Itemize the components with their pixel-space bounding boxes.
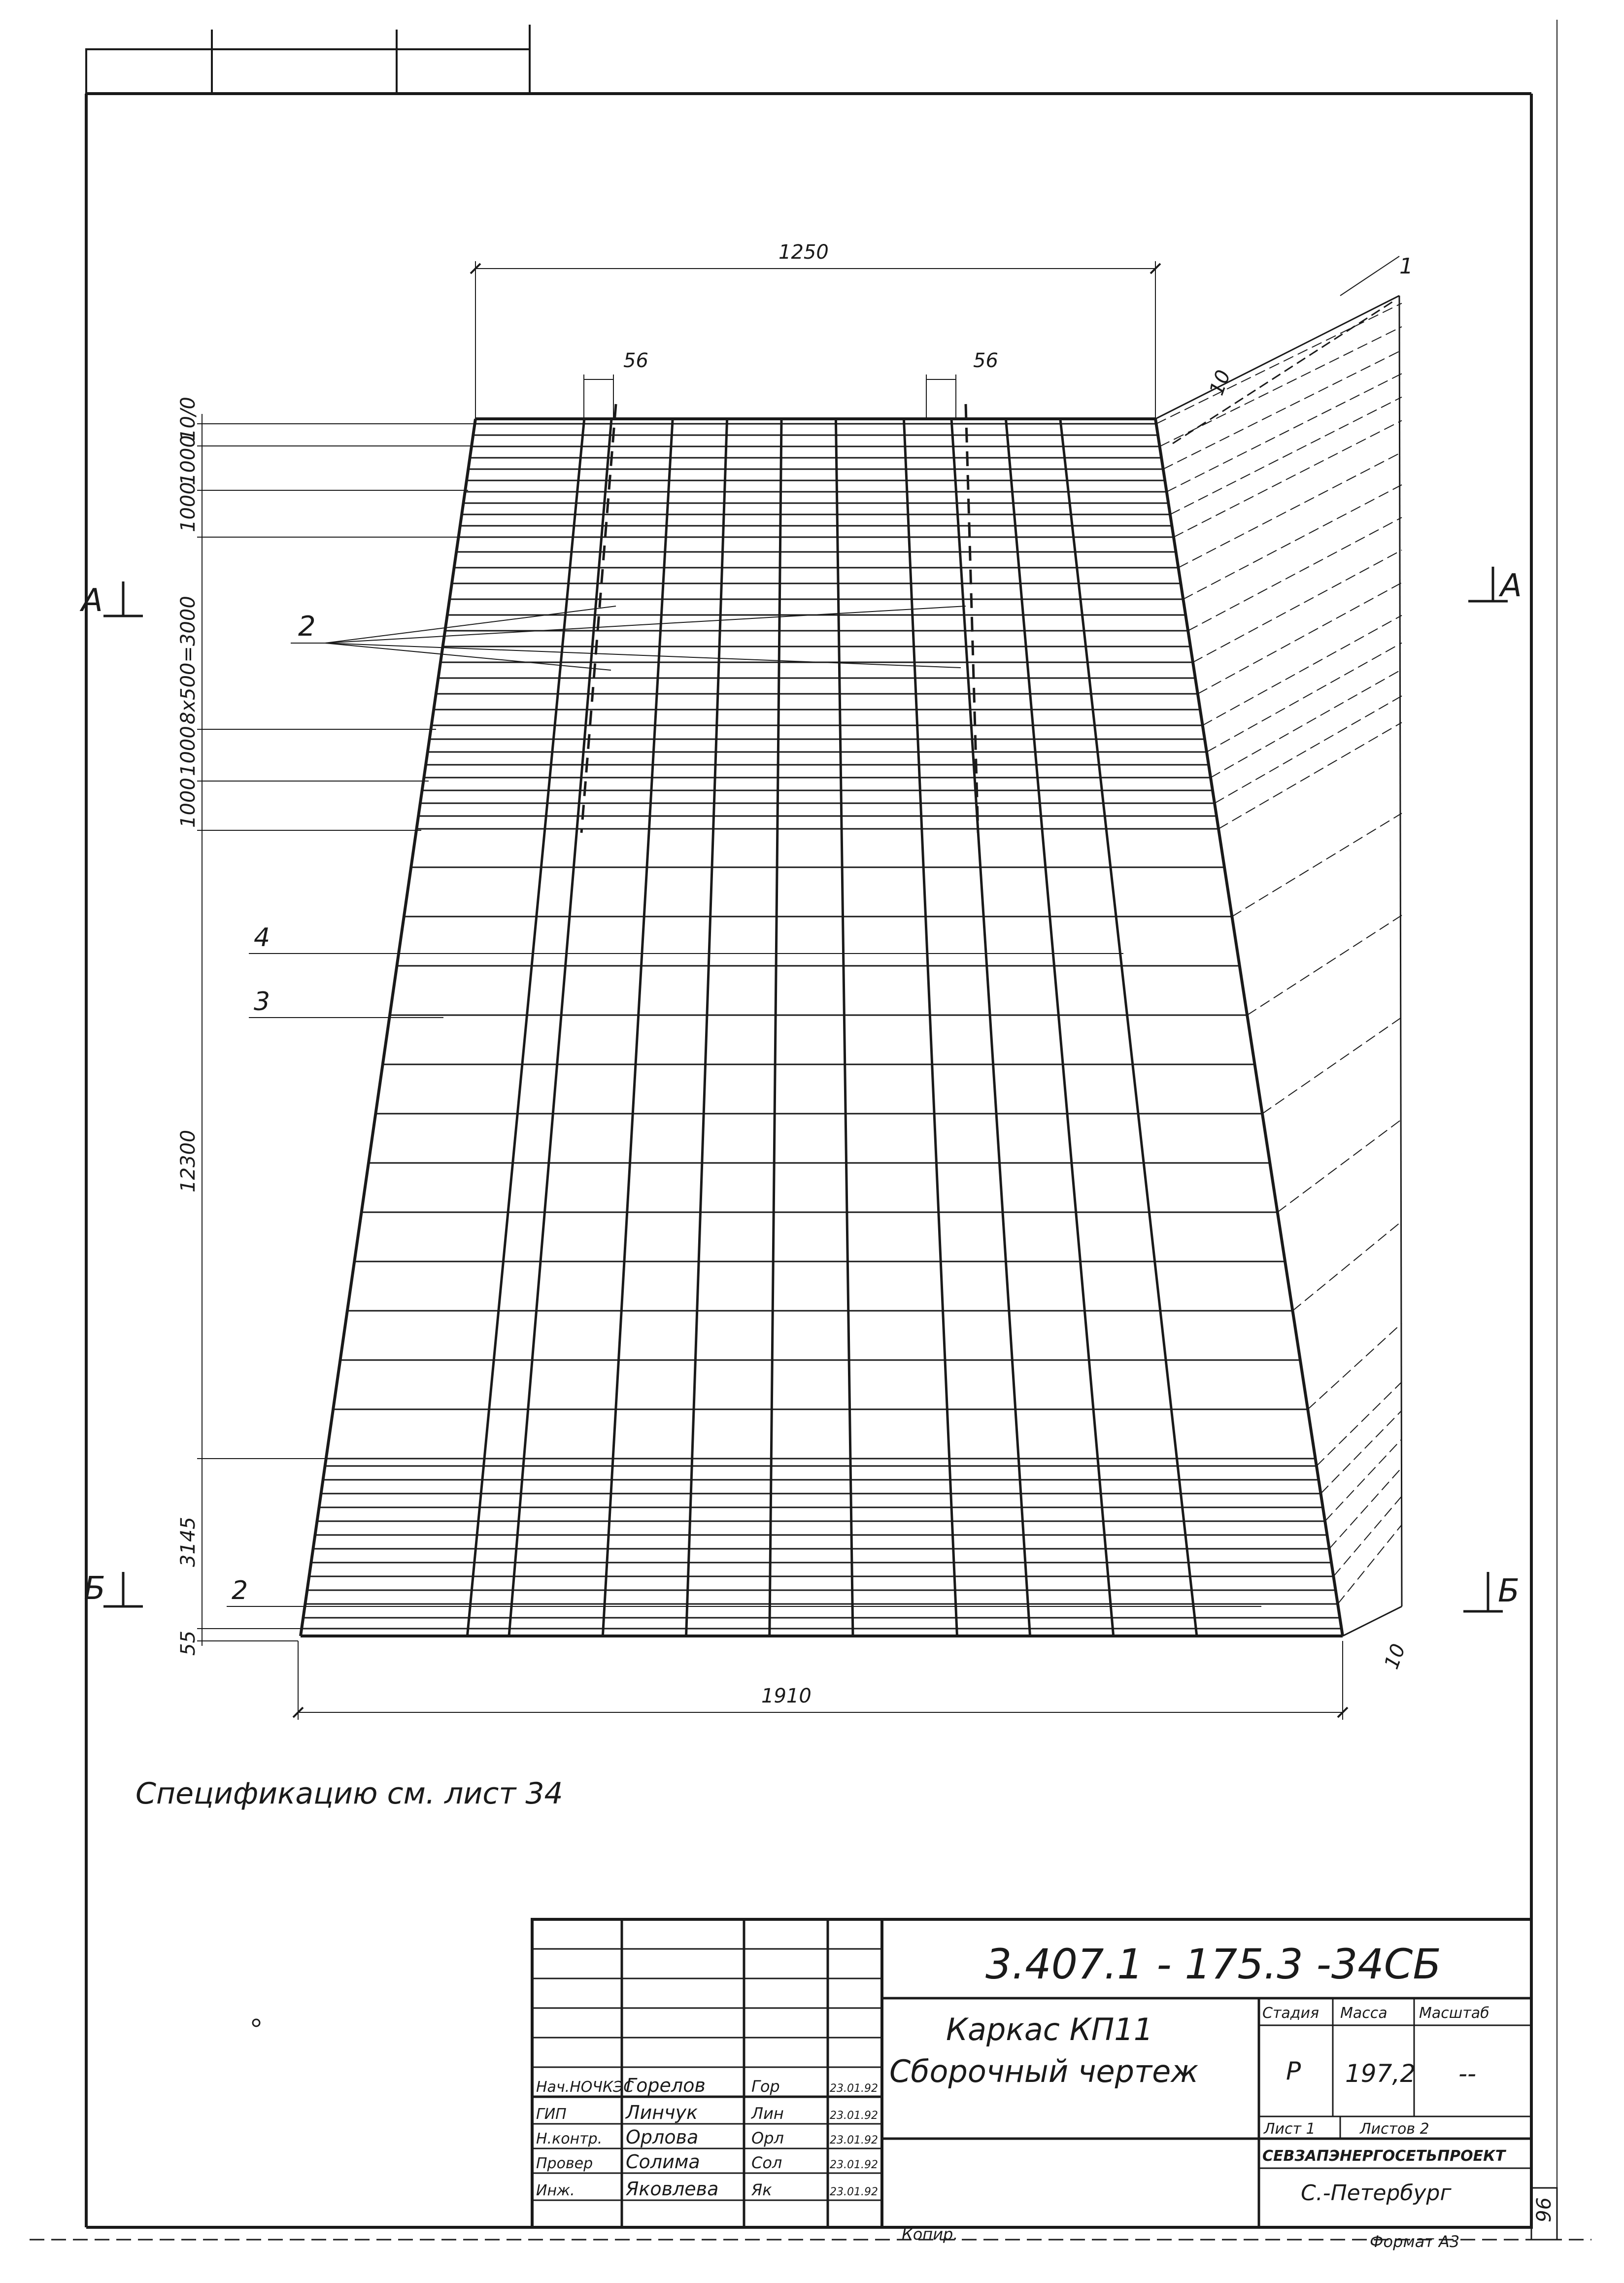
signature-date: 23.01.92 [830, 2082, 878, 2095]
depth-rod [1333, 1496, 1402, 1576]
callout-pos2-upper: 2 [298, 611, 316, 643]
section-a-left: А [81, 582, 103, 619]
dim-ticks [293, 264, 1348, 1717]
signature-sign: Як [751, 2181, 772, 2199]
signature-role: Инж. [536, 2182, 575, 2199]
signature-name: Линчук [626, 2102, 698, 2123]
depth-rod [1183, 485, 1402, 599]
signature-sign: Лин [751, 2104, 784, 2123]
specification-note: Спецификацию см. лист 34 [135, 1776, 563, 1811]
sheet-number: Лист 1 [1264, 2120, 1316, 2138]
section-b-right: Б [1498, 1573, 1520, 1609]
top-stamp [86, 25, 530, 94]
vertical-rods [467, 419, 1196, 1636]
vertical-rod [770, 419, 781, 1636]
depth-rod [1338, 1525, 1402, 1604]
dim-gap-left: 56 [623, 349, 648, 372]
signature-date: 23.01.92 [830, 2159, 878, 2171]
section-b-left: Б [84, 1570, 105, 1607]
signature-role: ГИП [536, 2106, 567, 2123]
depth-rod [1156, 303, 1402, 424]
dim-left-2: 1000 [177, 435, 200, 485]
signature-sign: Сол [751, 2153, 782, 2172]
depth-rod [1170, 397, 1402, 514]
callout-pos1: 1 [1399, 254, 1413, 279]
vertical-rod [836, 419, 853, 1636]
depth-rod [1232, 813, 1402, 917]
depth-rod [1163, 350, 1402, 469]
sheet-format: Формат А3 [1370, 2232, 1460, 2251]
signature-role: Провер [536, 2155, 593, 2172]
callout-pos3: 3 [254, 987, 271, 1017]
header-stage: Стадия [1262, 2005, 1320, 2022]
signature-date: 23.01.92 [830, 2134, 878, 2147]
depth-rod [1292, 1221, 1402, 1311]
dim-left-4: 8x500=3000 [177, 596, 200, 724]
organization: СЕВЗАПЭНЕРГОСЕТЬПРОЕКТ [1262, 2147, 1506, 2165]
signature-sign: Орл [751, 2129, 784, 2147]
depth-rod [1278, 1119, 1402, 1212]
dim-depth-top: 10 [1205, 367, 1235, 399]
callout-pos2-lower: 2 [232, 1576, 248, 1605]
depth-rod [1211, 669, 1402, 778]
signature-name: Орлова [626, 2126, 699, 2148]
value-scale: -- [1458, 2059, 1477, 2088]
dim-height-total: 12300 [177, 1129, 200, 1193]
vertical-rod [951, 419, 1030, 1636]
depth-rod [1247, 915, 1402, 1015]
dim-bottom-width: 1910 [761, 1685, 812, 1707]
depth-rod [1193, 550, 1402, 662]
value-mass: 197,2 [1345, 2059, 1416, 2088]
value-stage: Р [1286, 2057, 1301, 2085]
depth-rod [1198, 583, 1402, 694]
signature-sign: Гор [751, 2077, 780, 2096]
dim-depth-bottom: 10 [1380, 1640, 1410, 1672]
signature-date: 23.01.92 [830, 2110, 878, 2122]
sheets-total: Листов 2 [1360, 2120, 1429, 2138]
side-sheet-number: 96 [1533, 2197, 1556, 2222]
depth-rod [1262, 1017, 1402, 1114]
depth-rod [1325, 1439, 1402, 1521]
sheet-frame [30, 20, 1591, 2240]
depth-rod [1188, 517, 1402, 631]
header-scale: Масштаб [1419, 2005, 1489, 2022]
depth-rod [1174, 420, 1402, 537]
dim-top-width: 1250 [778, 241, 829, 264]
header-mass: Масса [1340, 2005, 1387, 2022]
signature-name: Яковлева [626, 2178, 719, 2200]
dim-left-3: 1000 [177, 482, 200, 532]
signature-role: Н.контр. [536, 2130, 603, 2147]
stray-dot [253, 2019, 260, 2026]
depth-rod [1215, 696, 1402, 803]
vertical-rod [904, 419, 957, 1636]
organization-city: С.-Петербург [1301, 2181, 1452, 2206]
depth-rod [1207, 643, 1402, 752]
dim-gap-right: 56 [973, 349, 998, 372]
copied-by: Копир. [902, 2225, 958, 2244]
vertical-rod [686, 419, 727, 1636]
vertical-rod [509, 419, 611, 1636]
signature-date: 23.01.92 [830, 2186, 878, 2198]
dim-left-8: 55 [177, 1631, 200, 1656]
dim-left-1: 10/0 [177, 397, 200, 441]
signature-name: Солима [626, 2151, 700, 2173]
vertical-rod [603, 419, 673, 1636]
signature-role: Нач.НОЧКЭС [536, 2079, 634, 2096]
vertical-rod [1006, 419, 1113, 1636]
drawing-code: 3.407.1 - 175.3 -34СБ [985, 1940, 1441, 1988]
signature-name: Горелов [626, 2075, 706, 2096]
vertical-rod [467, 419, 584, 1636]
dim-left-5: 1000 [177, 726, 200, 776]
depth-rod [1218, 722, 1402, 829]
depth-rod [1203, 615, 1402, 725]
section-a-right: А [1500, 568, 1522, 604]
depth-rod [1160, 327, 1402, 446]
drawing-title-line1: Каркас КП11 [946, 2011, 1153, 2047]
dim-left-7: 3145 [177, 1517, 200, 1567]
drawing-title-line2: Сборочный чертеж [889, 2053, 1199, 2089]
vertical-rod [1060, 419, 1197, 1636]
depth-rod [1167, 374, 1402, 492]
callout-pos4: 4 [254, 923, 271, 953]
cage-outline [301, 419, 1343, 1636]
section-markers [103, 567, 1508, 1611]
dim-left-6: 1000 [177, 778, 200, 828]
